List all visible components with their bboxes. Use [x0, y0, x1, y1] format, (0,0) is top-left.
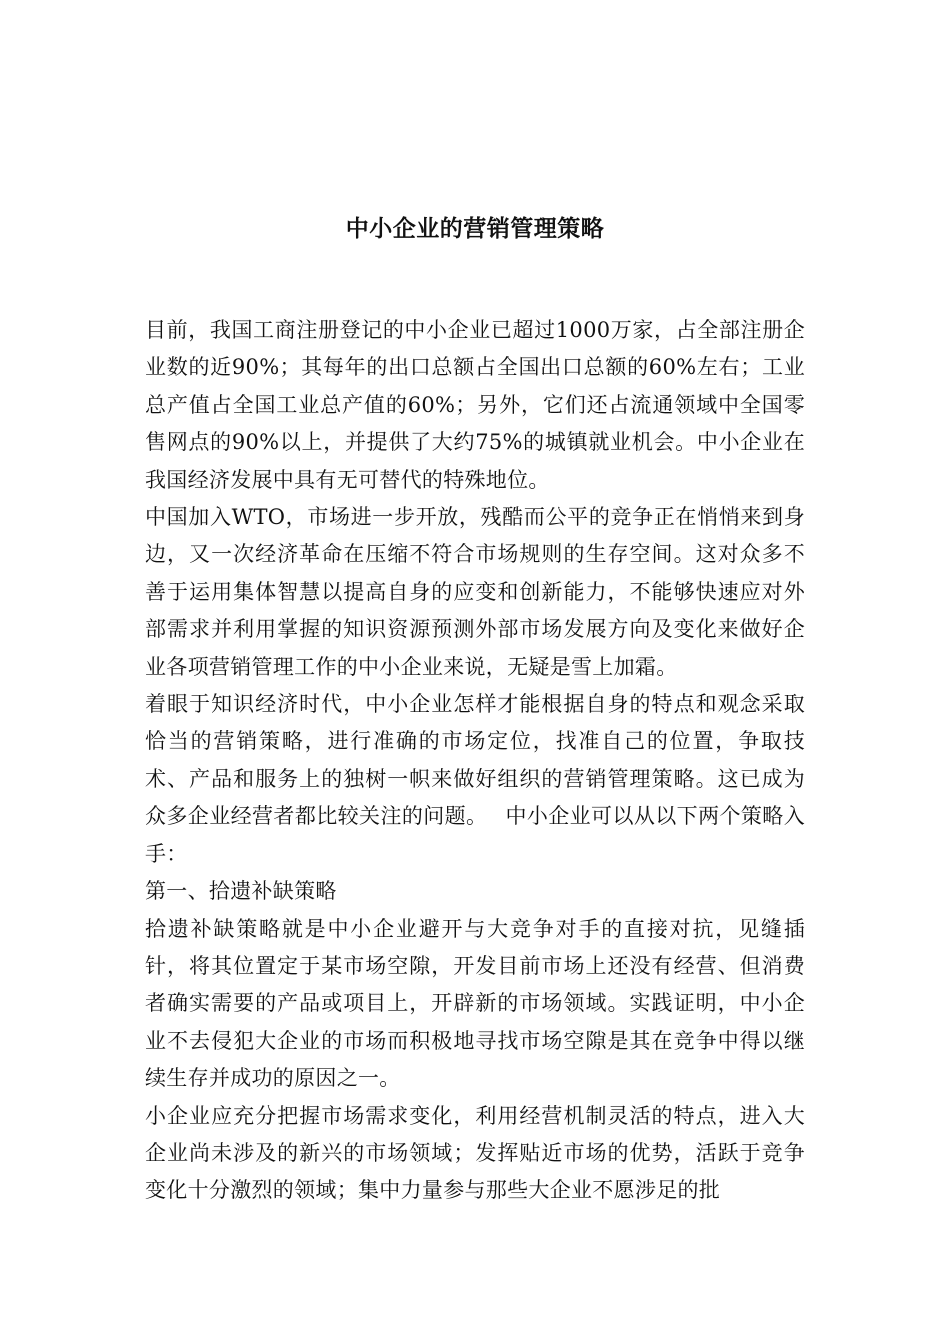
- paragraph-2: 中国加入WTO，市场进一步开放，残酷而公平的竞争正在悄悄来到身边，又一次经济革命在压缩不符合市场规则的生存空间。这对众多不善于运用集体智慧以提高自身的应变和创新能力，不能够快速应对外部需求并利用掌握的知识资源预测外部市场发展方向及变化来做好企业各项营销管理工作的中小企业来说，无疑是雪上加霜。: [145, 505, 805, 679]
- paragraph-5: 小企业应充分把握市场需求变化，利用经营机制灵活的特点，进入大企业尚未涉及的新兴的市场领域；发挥贴近市场的优势，活跃于竞争变化十分激烈的领域；集中力量参与那些大企业不愿涉足的批: [145, 1103, 805, 1203]
- section-heading: 第一、拾遗补缺策略: [145, 879, 337, 904]
- document-title: 中小企业的营销管理策略: [345, 215, 605, 242]
- paragraph-4: 拾遗补缺策略就是中小企业避开与大竞争对手的直接对抗，见缝插针，将其位置定于某市场空隙，开发目前市场上还没有经营、但消费者确实需要的产品或项目上，开辟新的市场领域。实践证明，中小企业不去侵犯大企业的市场而积极地寻找市场空隙是其在竞争中得以继续生存并成功的原因之一。: [145, 916, 805, 1091]
- document-body: [145, 312, 805, 1210]
- paragraph-3: 着眼于知识经济时代，中小企业怎样才能根据自身的特点和观念采取恰当的营销策略，进行准确的市场定位，找准自己的位置，争取技术、产品和服务上的独树一帜来做好组织的营销管理策略。这已成为众多企业经营者都比较关注的问题。 中小企业可以从以下两个策略入手：: [145, 692, 805, 866]
- paragraph-1: 目前，我国工商注册登记的中小企业已超过1000万家，占全部注册企业数的近90%；其每年的出口总额占全国出口总额的60%左右；工业总产值占全国工业总产值的60%；另外，它们还占流通领域中全国零售网点的90%以上，并提供了大约75%的城镇就业机会。中小企业在我国经济发展中具有无可替代的特殊地位。: [145, 318, 805, 492]
